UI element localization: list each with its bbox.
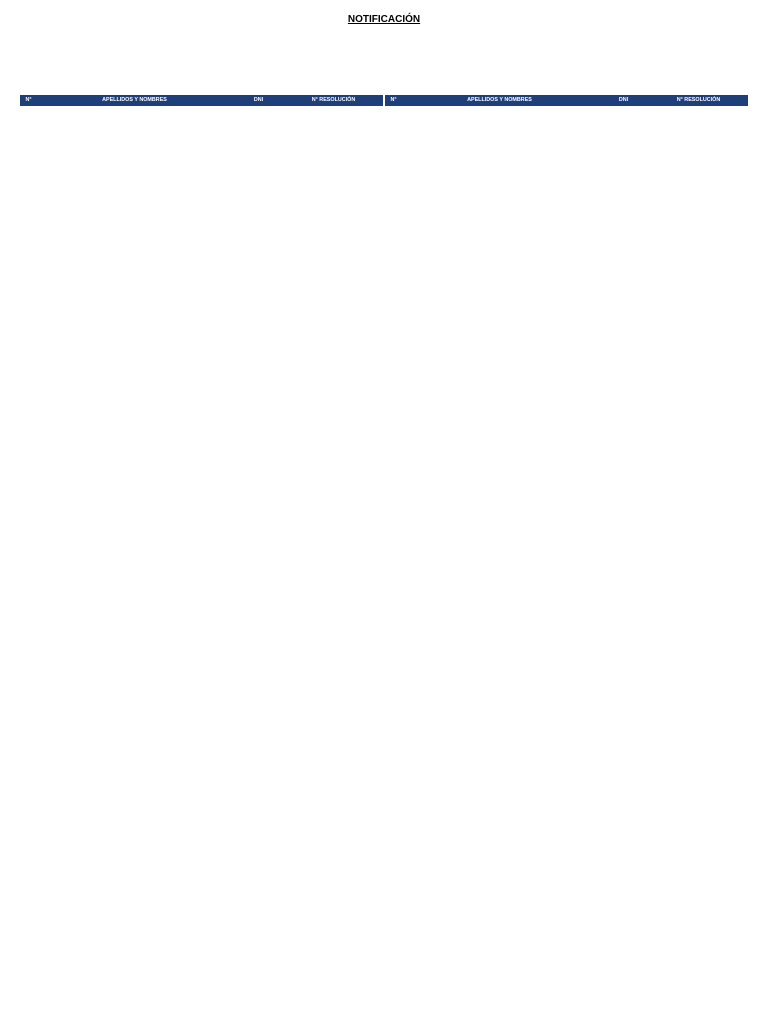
tables-area (20, 95, 748, 106)
notice-title: NOTIFICACIÓN (347, 14, 421, 25)
header-resolution: N° RESOLUCIÓN (650, 96, 748, 106)
table-header-row (386, 96, 748, 106)
notice-body (20, 29, 748, 89)
header-num: N° (386, 96, 402, 106)
header-name: APELLIDOS Y NOMBRES (402, 96, 598, 106)
table-left (20, 95, 383, 106)
table-header-row (21, 96, 383, 106)
header-resolution: N° RESOLUCIÓN (285, 96, 383, 106)
header-dni: DNI (233, 96, 285, 106)
header-num: N° (21, 96, 37, 106)
header-name: APELLIDOS Y NOMBRES (37, 96, 233, 106)
header-dni: DNI (598, 96, 650, 106)
table-right (385, 95, 748, 106)
